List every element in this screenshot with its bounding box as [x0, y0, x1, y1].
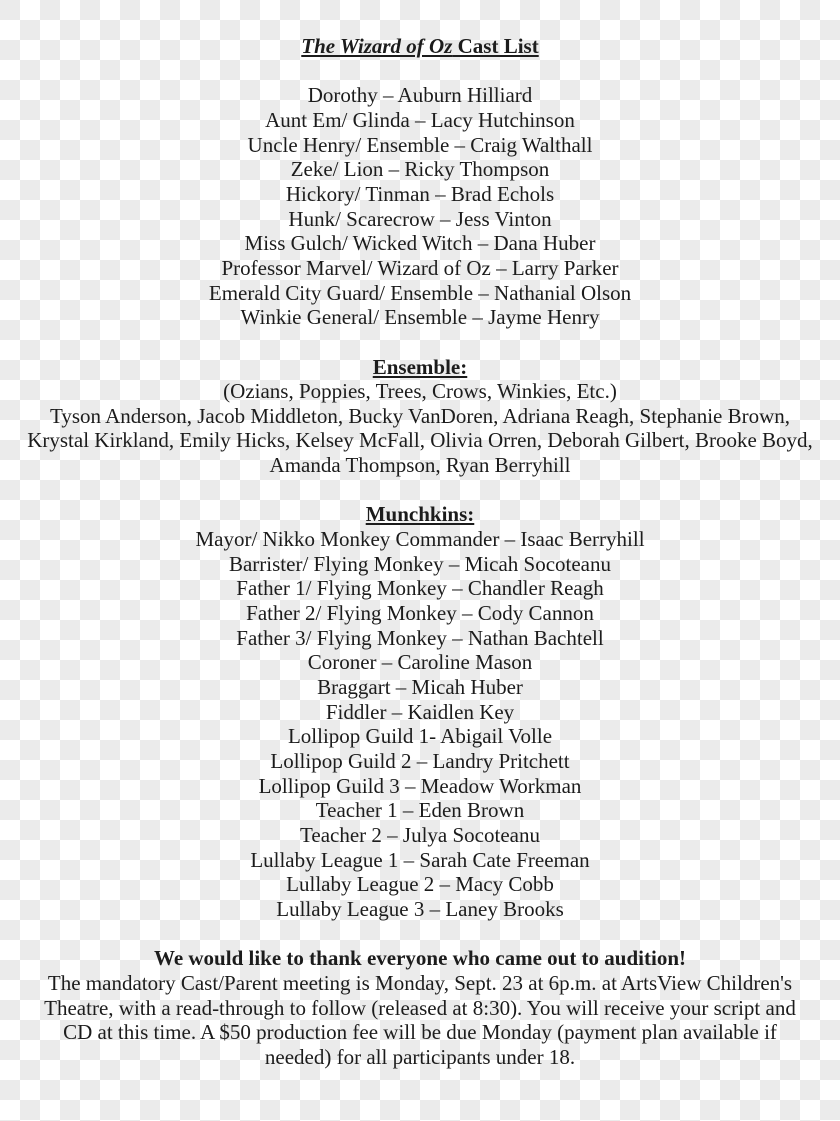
cast-line: Professor Marvel/ Wizard of Oz – Larry Parker	[221, 255, 619, 280]
munchkins-section	[0, 502, 840, 921]
ensemble-heading: Ensemble:	[372, 354, 468, 379]
cast-line: Barrister/ Flying Monkey – Micah Socoteanu	[228, 551, 612, 576]
notice-line: The mandatory Cast/Parent meeting is Monday, Sept. 23 at 6p.m. at ArtsView Children's	[47, 970, 793, 995]
title-rest: Cast List	[452, 34, 539, 58]
spacer	[0, 922, 840, 947]
cast-line: Teacher 2 – Julya Socoteanu	[300, 822, 540, 847]
cast-line: Hunk/ Scarecrow – Jess Vinton	[288, 206, 552, 231]
spacer	[0, 330, 840, 355]
document-title	[0, 34, 840, 59]
ensemble-section	[0, 355, 840, 478]
cast-list-document	[0, 34, 840, 1070]
cast-line: Lullaby League 1 – Sarah Cate Freeman	[250, 847, 590, 872]
cast-line: Mayor/ Nikko Monkey Commander – Isaac Berryhill	[195, 527, 645, 552]
cast-line: Father 2/ Flying Monkey – Cody Cannon	[246, 601, 594, 626]
ensemble-names: Amanda Thompson, Ryan Berryhill	[269, 453, 571, 478]
title-italic: The Wizard of Oz	[301, 34, 453, 58]
cast-line: Hickory/ Tinman – Brad Echols	[285, 181, 555, 206]
cast-line: Uncle Henry/ Ensemble – Craig Walthall	[247, 132, 593, 157]
cast-line: Dorothy – Auburn Hilliard	[307, 83, 533, 108]
cast-line: Lollipop Guild 3 – Meadow Workman	[258, 773, 582, 798]
notice-line: needed) for all participants under 18.	[264, 1044, 576, 1069]
cast-line: Lullaby League 2 – Macy Cobb	[286, 872, 554, 897]
cast-line: Coroner – Caroline Mason	[307, 650, 533, 675]
thanks-message: We would like to thank everyone who came out to audition!	[153, 946, 686, 971]
spacer	[0, 59, 840, 84]
cast-line: Winkie General/ Ensemble – Jayme Henry	[240, 305, 600, 330]
spacer	[0, 478, 840, 503]
cast-line: Father 1/ Flying Monkey – Chandler Reagh	[236, 576, 604, 601]
munchkins-heading: Munchkins:	[365, 502, 475, 527]
principal-cast-list	[0, 83, 840, 330]
notice-line: CD at this time. A $50 production fee will be due Monday (payment plan available if	[63, 1020, 777, 1045]
meeting-notice	[0, 971, 840, 1070]
ensemble-names: Tyson Anderson, Jacob Middleton, Bucky VanDoren, Adriana Reagh, Stephanie Brown,	[49, 403, 791, 428]
cast-line: Father 3/ Flying Monkey – Nathan Bachtell	[236, 625, 604, 650]
ensemble-names: Krystal Kirkland, Emily Hicks, Kelsey McFall, Olivia Orren, Deborah Gilbert, Brooke Boyd,	[27, 428, 813, 453]
cast-line: Zeke/ Lion – Ricky Thompson	[290, 157, 550, 182]
cast-line: Aunt Em/ Glinda – Lacy Hutchinson	[265, 107, 575, 132]
notice-line: Theatre, with a read-through to follow (released at 8:30). You will receive your script and	[44, 995, 796, 1020]
cast-line: Lollipop Guild 1- Abigail Volle	[287, 724, 553, 749]
cast-line: Miss Gulch/ Wicked Witch – Dana Huber	[244, 231, 596, 256]
cast-line: Lollipop Guild 2 – Landry Pritchett	[270, 748, 570, 773]
cast-line: Lullaby League 3 – Laney Brooks	[276, 896, 564, 921]
cast-line: Braggart – Micah Huber	[317, 675, 523, 700]
cast-line: Emerald City Guard/ Ensemble – Nathanial Olson	[208, 280, 632, 305]
cast-line: Fiddler – Kaidlen Key	[325, 699, 515, 724]
cast-line: Teacher 1 – Eden Brown	[315, 798, 525, 823]
ensemble-subtitle: (Ozians, Poppies, Trees, Crows, Winkies, Etc.)	[223, 379, 617, 404]
